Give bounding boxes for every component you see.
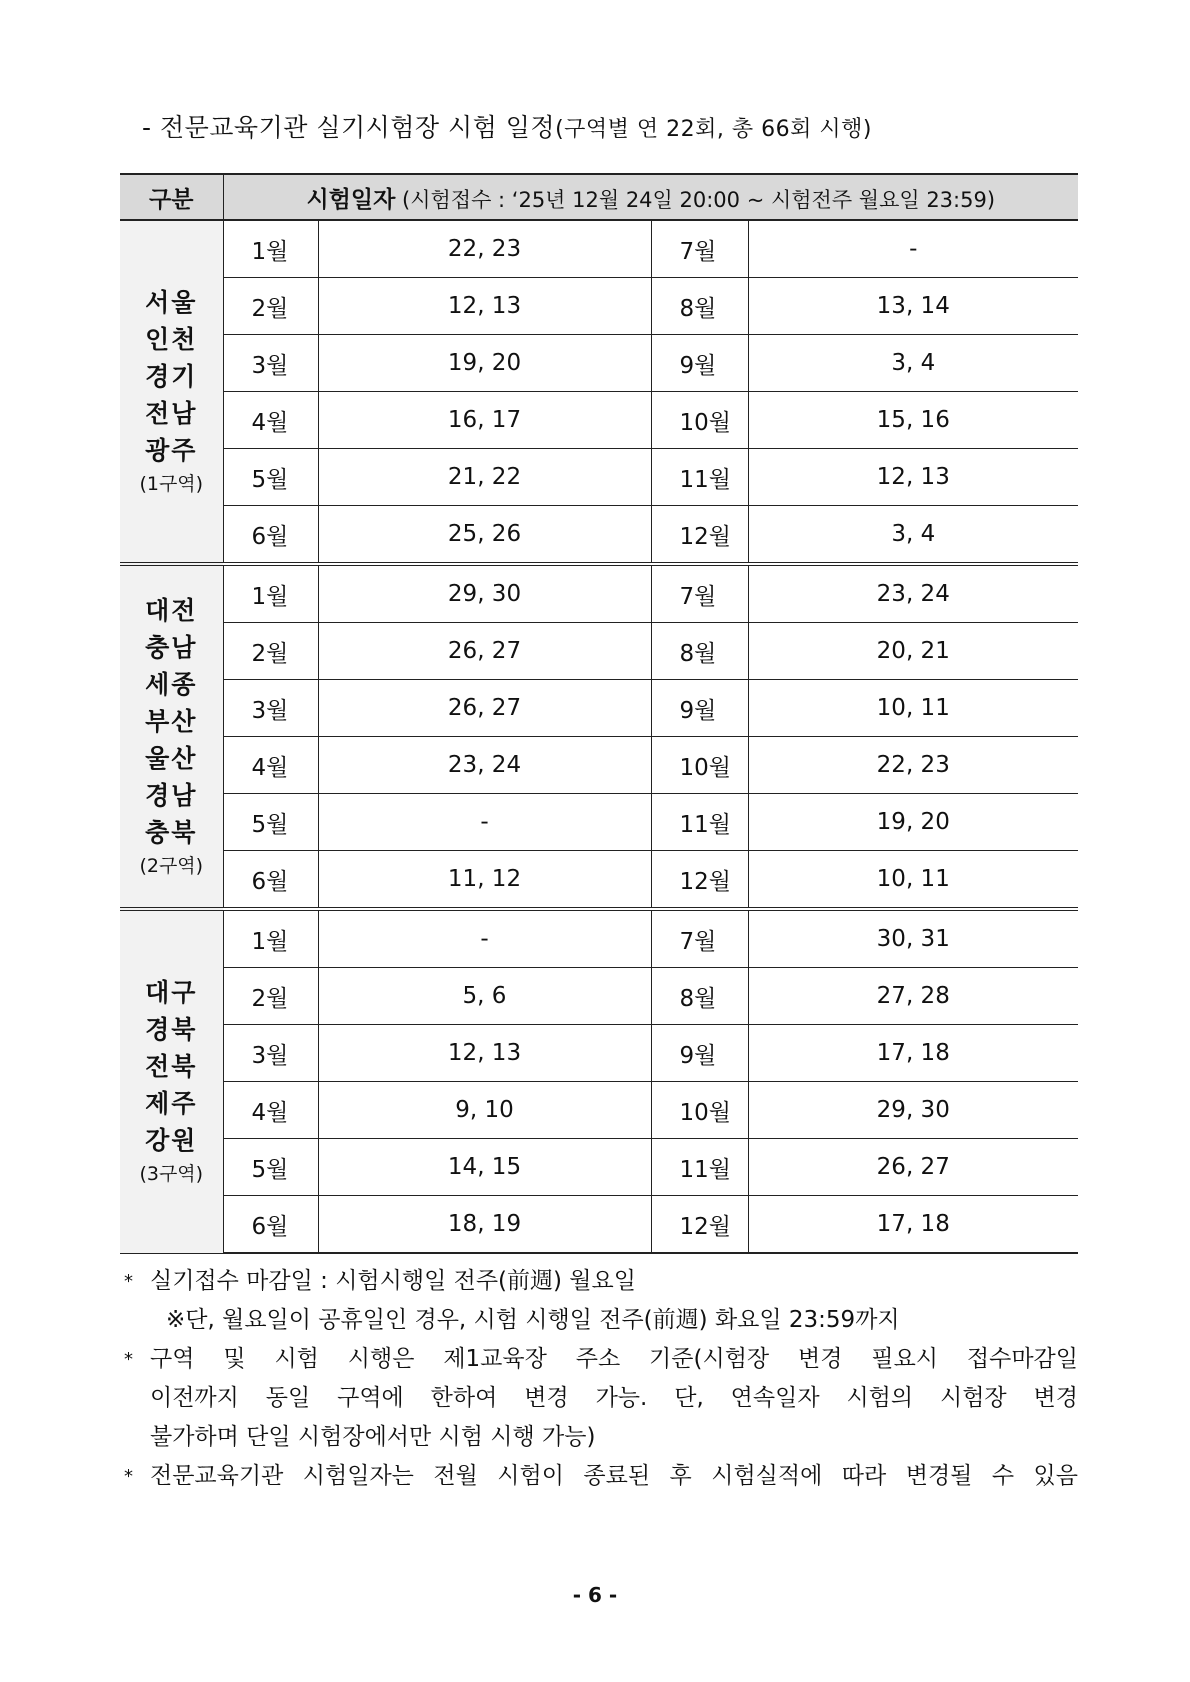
exam-schedule-table [120,173,1078,1254]
dates-cell: 14, 15 [318,1139,651,1196]
region-name: 전북 [145,1052,198,1082]
month-cell: 11월 [651,794,748,851]
region-name: 제주 [145,1089,198,1119]
month-cell: 5월 [223,449,318,506]
note-text: 불가하며 단일 시험장에서만 시험 시행 가능) [150,1424,596,1450]
month-cell: 4월 [223,737,318,794]
note-date-change [124,1457,1078,1496]
month-cell: 1월 [223,909,318,968]
month-cell: 9월 [651,680,748,737]
month-cell: 10월 [651,1082,748,1139]
table-row [120,1082,1078,1139]
table-body [120,220,1078,1253]
dates-cell: 23, 24 [748,564,1078,623]
dates-cell: 12, 13 [748,449,1078,506]
dates-cell: 16, 17 [318,392,651,449]
dates-cell: 26, 27 [748,1139,1078,1196]
note-text: 실기접수 마감일 : 시험시행일 전주(前週) 월요일 [150,1268,636,1294]
month-cell: 12월 [651,506,748,565]
month-cell: 4월 [223,392,318,449]
month-cell: 1월 [223,220,318,278]
region-name: 대전 [145,596,198,625]
dates-cell: 22, 23 [318,220,651,278]
region-name: 대구 [145,978,198,1008]
table-row [120,278,1078,335]
note-text: 전문교육기관 시험일자는 전월 시험이 종료된 후 시험실적에 따라 변경될 수 있음 [150,1463,1078,1489]
table-row [120,680,1078,737]
table-row [120,909,1078,968]
note-deadline-exception: ※단, 월요일이 공휴일인 경우, 시험 시행일 전주(前週) 화요일 23:59까지 [166,1307,900,1333]
table-row [120,392,1078,449]
dates-cell: 9, 10 [318,1082,651,1139]
note-zone-rule [124,1340,1078,1379]
region-name: 인천 [145,325,198,354]
header-dates [223,174,1078,220]
note-deadline [124,1262,1078,1301]
month-cell: 2월 [223,623,318,680]
zone-label: (3구역) [139,1163,204,1186]
region-name: 강원 [145,1126,198,1156]
dates-cell: 26, 27 [318,623,651,680]
heading-sub: (구역별 연 22회, 총 66회 시행) [555,117,872,142]
region-name: 전남 [145,399,198,428]
month-cell: 8월 [651,968,748,1025]
month-cell: 3월 [223,680,318,737]
dates-cell: 29, 30 [748,1082,1078,1139]
table-row [120,564,1078,623]
dates-cell: 12, 13 [318,1025,651,1082]
table-row [120,1139,1078,1196]
table-row [120,1196,1078,1254]
dates-cell: - [318,909,651,968]
dates-cell: - [748,220,1078,278]
table-row [120,1025,1078,1082]
region-name: 경기 [145,362,198,391]
month-cell: 11월 [651,1139,748,1196]
month-cell: 6월 [223,1196,318,1254]
region-name: 광주 [145,436,198,465]
month-cell: 3월 [223,1025,318,1082]
region-name: 충남 [145,633,198,662]
month-cell: 8월 [651,623,748,680]
dates-cell: 30, 31 [748,909,1078,968]
month-cell: 7월 [651,909,748,968]
dates-cell: 11, 12 [318,851,651,910]
dates-cell: 19, 20 [748,794,1078,851]
header-dates-label: 시험일자 [306,186,396,213]
note-text: 구역 및 시험 시행은 제1교육장 주소 기준(시험장 변경 필요시 접수마감일 [150,1346,1078,1372]
note-mark: * [124,1349,133,1370]
month-cell: 11월 [651,449,748,506]
month-cell: 2월 [223,968,318,1025]
region-name: 충북 [145,818,198,847]
month-cell: 9월 [651,335,748,392]
month-cell: 10월 [651,392,748,449]
month-cell: 12월 [651,851,748,910]
dates-cell: 18, 19 [318,1196,651,1254]
dates-cell: 10, 11 [748,680,1078,737]
dates-cell: 12, 13 [318,278,651,335]
dates-cell: 3, 4 [748,506,1078,565]
month-cell: 12월 [651,1196,748,1254]
month-cell: 6월 [223,506,318,565]
dates-cell: 19, 20 [318,335,651,392]
dates-cell: 20, 21 [748,623,1078,680]
dates-cell: 3, 4 [748,335,1078,392]
dates-cell: 10, 11 [748,851,1078,910]
notes-section [124,1262,1078,1496]
dates-cell: 21, 22 [318,449,651,506]
dates-cell: - [318,794,651,851]
table-row [120,851,1078,910]
dates-cell: 27, 28 [748,968,1078,1025]
region-cell [120,220,223,564]
month-cell: 7월 [651,220,748,278]
dates-cell: 17, 18 [748,1196,1078,1254]
month-cell: 7월 [651,564,748,623]
month-cell: 3월 [223,335,318,392]
dates-cell: 22, 23 [748,737,1078,794]
zone-label: (2구역) [139,855,204,877]
dates-cell: 13, 14 [748,278,1078,335]
table-row [120,623,1078,680]
dates-cell: 15, 16 [748,392,1078,449]
region-name: 서울 [145,288,198,317]
month-cell: 4월 [223,1082,318,1139]
zone-label: (1구역) [139,473,204,495]
dates-cell: 29, 30 [318,564,651,623]
month-cell: 2월 [223,278,318,335]
month-cell: 6월 [223,851,318,910]
region-name: 경남 [145,781,198,810]
note-zone-rule-cont [124,1379,1078,1418]
month-cell: 5월 [223,1139,318,1196]
month-cell: 5월 [223,794,318,851]
region-cell [120,564,223,909]
month-cell: 10월 [651,737,748,794]
table-row [120,506,1078,565]
note-zone-rule-cont [124,1418,1078,1457]
heading-main: - 전문교육기관 실기시험장 시험 일정 [142,113,556,142]
region-name: 경북 [145,1015,198,1045]
header-division: 구분 [120,174,223,220]
section-heading [142,108,872,144]
dates-cell: 5, 6 [318,968,651,1025]
dates-cell: 17, 18 [748,1025,1078,1082]
region-cell [120,909,223,1253]
table-header-row [120,174,1078,220]
month-cell: 8월 [651,278,748,335]
note-mark: * [124,1466,133,1487]
dates-cell: 26, 27 [318,680,651,737]
month-cell: 9월 [651,1025,748,1082]
note-mark: * [124,1271,133,1292]
region-name: 세종 [145,670,198,699]
table-row [120,449,1078,506]
page-number: - 6 - [572,1583,618,1607]
table-row [120,335,1078,392]
region-name: 울산 [145,744,198,773]
table-row [120,794,1078,851]
region-name: 부산 [145,707,198,736]
table-row [120,737,1078,794]
month-cell: 1월 [223,564,318,623]
note-text: 이전까지 동일 구역에 한하여 변경 가능. 단, 연속일자 시험의 시험장 변경 [150,1385,1078,1411]
dates-cell: 23, 24 [318,737,651,794]
table-row [120,968,1078,1025]
dates-cell: 25, 26 [318,506,651,565]
table-row [120,220,1078,278]
header-dates-note: (시험접수 : ‘25년 12월 24일 20:00 ~ 시험전주 월요일 23:59) [395,187,996,212]
